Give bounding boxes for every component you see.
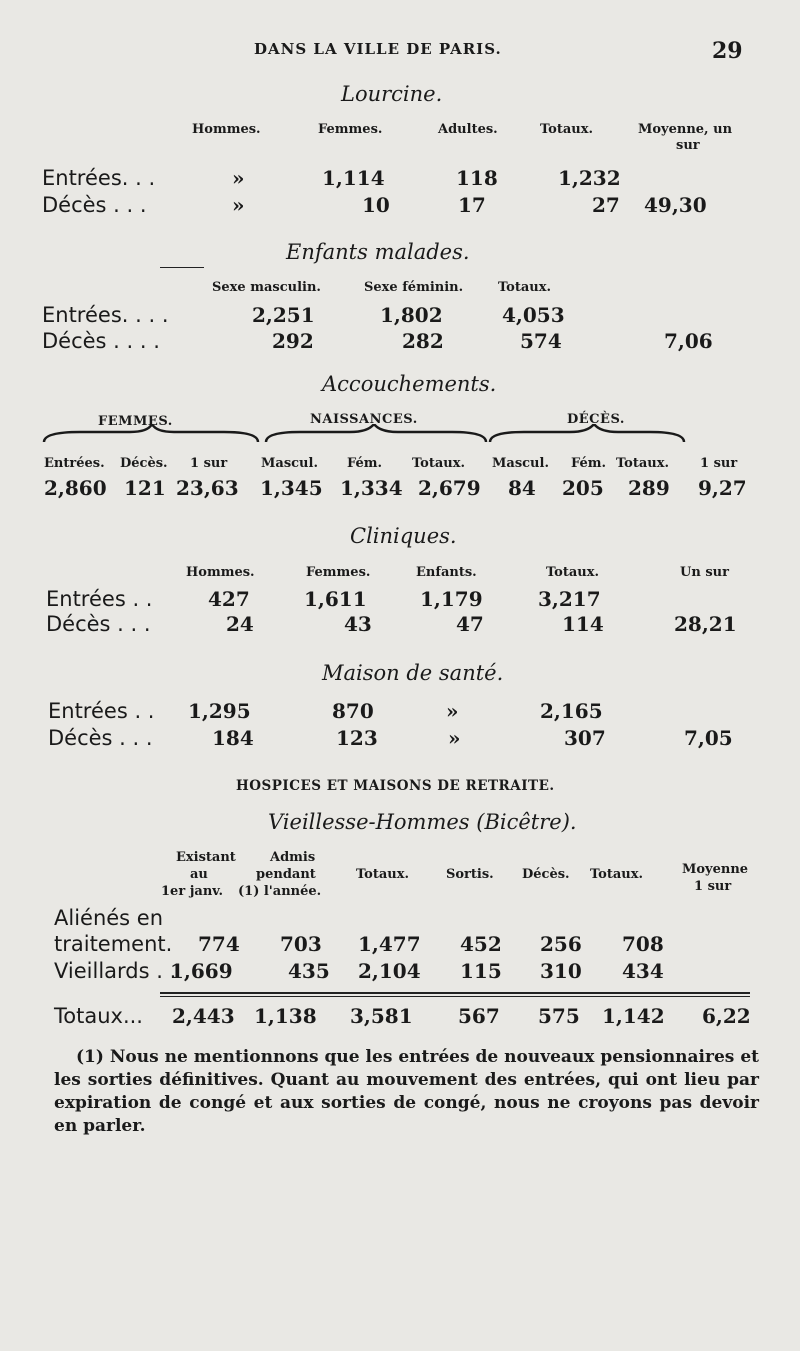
col-header: Fém. bbox=[347, 456, 383, 471]
cell: 27 bbox=[592, 193, 620, 217]
col-header: Totaux. bbox=[540, 122, 594, 137]
group-header: NAISSANCES. bbox=[310, 412, 418, 427]
cell: 1,295 bbox=[188, 699, 251, 723]
total-rule bbox=[160, 996, 750, 997]
cell: » bbox=[232, 193, 245, 217]
section-title-bicetre: Vieillesse-Hommes (Bicêtre). bbox=[268, 810, 577, 834]
cell: 121 bbox=[124, 476, 166, 500]
cell: 49,30 bbox=[644, 193, 707, 217]
row-label: Décès . . . . bbox=[42, 329, 160, 353]
col-header: Totaux. bbox=[590, 867, 644, 882]
cell: 870 bbox=[332, 699, 374, 723]
cell: 1,669 bbox=[170, 959, 233, 983]
row-label: Vieillards . . bbox=[54, 959, 177, 983]
cell: 4,053 bbox=[502, 303, 565, 327]
col-header: Existant bbox=[176, 850, 236, 865]
col-header: 1er janv. bbox=[161, 884, 224, 899]
cell: 43 bbox=[344, 612, 372, 636]
group-header: DÉCÈS. bbox=[567, 412, 625, 427]
cell: 256 bbox=[540, 932, 582, 956]
total-label: Totaux... bbox=[54, 1004, 143, 1028]
cell: 2,251 bbox=[252, 303, 315, 327]
curly-braces bbox=[0, 424, 800, 454]
col-header: Entrées. bbox=[44, 456, 105, 471]
cell: 2,679 bbox=[418, 476, 481, 500]
row-label: Entrées. . . . bbox=[42, 303, 169, 327]
footnote-text: (1) Nous ne mentionnons que les entrées de nouveaux pensionnaires et les sorties définitives. Quant au mouvement des entrées, qui ont lieu par expiration de congé et aux sorties de congé, nous ne croyons pas devoir en parler. bbox=[54, 1047, 759, 1136]
col-header: Mascul. bbox=[261, 456, 318, 471]
col-header: Décès. bbox=[522, 867, 570, 882]
col-header: au bbox=[190, 867, 208, 882]
col-header: Hommes. bbox=[192, 122, 261, 137]
total-rule bbox=[160, 992, 750, 994]
cell: 10 bbox=[362, 193, 390, 217]
cell: 23,63 bbox=[176, 476, 239, 500]
cell: » bbox=[446, 699, 459, 723]
cell: 774 bbox=[198, 932, 240, 956]
cell: 9,27 bbox=[698, 476, 747, 500]
col-header: Sexe masculin. bbox=[212, 280, 321, 295]
cell: 1,142 bbox=[602, 1004, 665, 1028]
row-label: Décès . . . bbox=[48, 726, 153, 750]
cell: 2,443 bbox=[172, 1004, 235, 1028]
cell: 1,114 bbox=[322, 166, 385, 190]
col-header: Sexe féminin. bbox=[364, 280, 464, 295]
row-label: Entrées. . . bbox=[42, 166, 156, 190]
cell: 118 bbox=[456, 166, 498, 190]
row-label: traitement. bbox=[54, 932, 173, 956]
col-header: Femmes. bbox=[306, 565, 371, 580]
cell: 24 bbox=[226, 612, 254, 636]
cell: 1,802 bbox=[380, 303, 443, 327]
section-title-lourcine: Lourcine. bbox=[341, 82, 443, 106]
col-header: 1 sur bbox=[190, 456, 228, 471]
section-title-accouchements: Accouchements. bbox=[322, 372, 497, 396]
row-label: Entrées . . bbox=[46, 587, 153, 611]
col-header: Femmes. bbox=[318, 122, 383, 137]
running-header: DANS LA VILLE DE PARIS. bbox=[254, 40, 502, 58]
col-header: Un sur bbox=[680, 565, 729, 580]
cell: 307 bbox=[564, 726, 606, 750]
cell: 7,06 bbox=[664, 329, 713, 353]
col-header: 1 sur bbox=[700, 456, 738, 471]
cell: 2,104 bbox=[358, 959, 421, 983]
cell: 17 bbox=[458, 193, 486, 217]
cell: 1,334 bbox=[340, 476, 403, 500]
row-label: Aliénés en bbox=[54, 906, 164, 930]
cell: 567 bbox=[458, 1004, 500, 1028]
cell: 452 bbox=[460, 932, 502, 956]
section-title-enfants: Enfants malades. bbox=[286, 240, 470, 264]
col-header: Totaux. bbox=[412, 456, 466, 471]
section-title-sante: Maison de santé. bbox=[322, 661, 504, 685]
cell: 427 bbox=[208, 587, 250, 611]
cell: 310 bbox=[540, 959, 582, 983]
cell: 1,477 bbox=[358, 932, 421, 956]
cell: 2,165 bbox=[540, 699, 603, 723]
cell: 123 bbox=[336, 726, 378, 750]
cell: 47 bbox=[456, 612, 484, 636]
col-header: 1 sur bbox=[694, 879, 732, 894]
row-label: Décès . . . bbox=[42, 193, 147, 217]
cell: 1,179 bbox=[420, 587, 483, 611]
cell: 435 bbox=[288, 959, 330, 983]
section-title-cliniques: Cliniques. bbox=[350, 524, 457, 548]
page-number: 29 bbox=[712, 38, 743, 64]
divider bbox=[160, 267, 204, 268]
cell: 1,138 bbox=[254, 1004, 317, 1028]
cell: 708 bbox=[622, 932, 664, 956]
cell: 292 bbox=[272, 329, 314, 353]
subsection-heading: HOSPICES ET MAISONS DE RETRAITE. bbox=[236, 778, 555, 794]
cell: 1,345 bbox=[260, 476, 323, 500]
cell: 703 bbox=[280, 932, 322, 956]
row-label: Décès . . . bbox=[46, 612, 151, 636]
col-header: Moyenne, un bbox=[638, 122, 733, 137]
cell: 28,21 bbox=[674, 612, 737, 636]
cell: 575 bbox=[538, 1004, 580, 1028]
cell: 184 bbox=[212, 726, 254, 750]
col-header: sur bbox=[676, 138, 700, 153]
cell: 434 bbox=[622, 959, 664, 983]
row-label: Entrées . . bbox=[48, 699, 155, 723]
cell: » bbox=[448, 726, 461, 750]
col-header: Moyenne bbox=[682, 862, 749, 877]
cell: 574 bbox=[520, 329, 562, 353]
col-header: Totaux. bbox=[546, 565, 600, 580]
col-header: Fém. bbox=[571, 456, 607, 471]
col-header: (1) l'année. bbox=[238, 884, 322, 899]
col-header: Adultes. bbox=[438, 122, 498, 137]
col-header: Totaux. bbox=[356, 867, 410, 882]
cell: 7,05 bbox=[684, 726, 733, 750]
cell: 115 bbox=[460, 959, 502, 983]
col-header: Totaux. bbox=[498, 280, 552, 295]
cell: 2,860 bbox=[44, 476, 107, 500]
group-header: FEMMES. bbox=[98, 414, 173, 429]
col-header: Hommes. bbox=[186, 565, 255, 580]
cell: 84 bbox=[508, 476, 536, 500]
cell: 205 bbox=[562, 476, 604, 500]
col-header: Totaux. bbox=[616, 456, 670, 471]
cell: 6,22 bbox=[702, 1004, 751, 1028]
col-header: pendant bbox=[256, 867, 316, 882]
col-header: Décès. bbox=[120, 456, 168, 471]
cell: 3,581 bbox=[350, 1004, 413, 1028]
cell: » bbox=[232, 166, 245, 190]
cell: 289 bbox=[628, 476, 670, 500]
col-header: Sortis. bbox=[446, 867, 494, 882]
cell: 114 bbox=[562, 612, 604, 636]
col-header: Mascul. bbox=[492, 456, 549, 471]
footnote bbox=[54, 1046, 759, 1138]
cell: 1,232 bbox=[558, 166, 621, 190]
cell: 1,611 bbox=[304, 587, 367, 611]
col-header: Enfants. bbox=[416, 565, 477, 580]
cell: 282 bbox=[402, 329, 444, 353]
cell: 3,217 bbox=[538, 587, 601, 611]
col-header: Admis bbox=[270, 850, 316, 865]
